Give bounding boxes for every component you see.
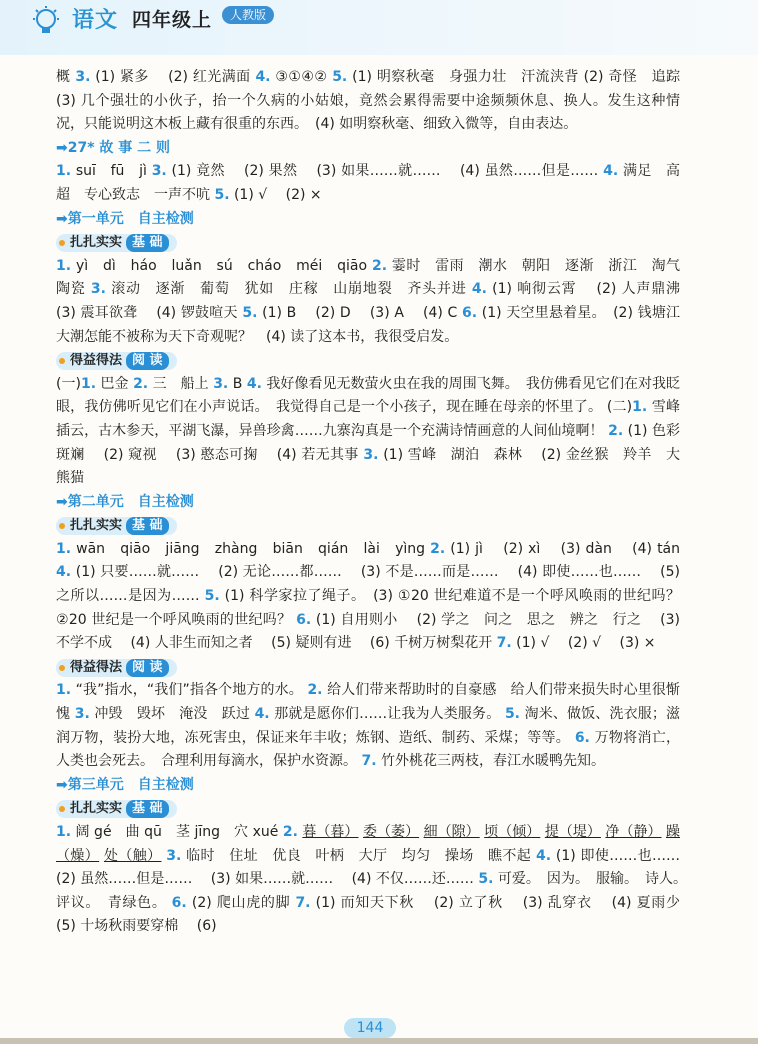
unit-1-heading bbox=[56, 208, 680, 232]
section-title: 第三单元 自主检测 bbox=[67, 776, 194, 793]
item-num: 4. bbox=[471, 281, 487, 298]
item-num: 6. bbox=[296, 611, 312, 628]
item-num: 4. bbox=[254, 706, 270, 723]
text: 概 bbox=[56, 69, 71, 85]
item-num: 5. bbox=[242, 304, 258, 321]
answer-text: 巴金 bbox=[100, 375, 129, 392]
item-num: 7. bbox=[361, 753, 377, 770]
reading-tag bbox=[56, 659, 177, 677]
part-label: (一) bbox=[56, 375, 81, 392]
answer-text: 三 船上 bbox=[152, 375, 209, 392]
answer-text: 净（静） bbox=[605, 824, 662, 840]
item-num: 4. bbox=[56, 564, 72, 581]
dot-icon bbox=[59, 240, 65, 246]
unit-3-basics-answers bbox=[56, 821, 699, 939]
item-num: 3. bbox=[213, 375, 229, 392]
item-num: 1. bbox=[56, 163, 72, 180]
answer-text: 霎时 雷雨 潮水 朝阳 逐渐 浙江 淘气 陶瓷 bbox=[56, 257, 695, 298]
answer-text: suī fū jì bbox=[75, 163, 147, 180]
item-num: 3. bbox=[75, 69, 91, 85]
tag-pill: 阅 读 bbox=[126, 352, 169, 370]
answer-text: 滚动 逐渐 葡萄 犹如 庄稼 山崩地裂 齐头并进 bbox=[111, 281, 467, 298]
unit-2-reading-answers bbox=[56, 679, 680, 773]
answer-text: 躁（燥） bbox=[56, 824, 681, 864]
answer-text: 冲毁 毁坏 淹没 跃过 bbox=[94, 706, 250, 723]
tag-pill: 基 础 bbox=[126, 800, 169, 818]
item-num: 2. bbox=[430, 540, 446, 557]
lightbulb-icon bbox=[30, 5, 62, 37]
basics-tag bbox=[56, 234, 177, 252]
answer-text: (1) B (2) D (3) A (4) C bbox=[262, 304, 458, 321]
item-num: 1. bbox=[56, 540, 72, 557]
section-title: 第一单元 自主检测 bbox=[67, 210, 194, 227]
answer-text: 提（堤） bbox=[544, 824, 601, 840]
edition-badge: 人教版 bbox=[222, 6, 274, 24]
section-title: 27* 故 事 二 则 bbox=[67, 139, 171, 156]
item-num: 3. bbox=[166, 847, 182, 864]
answer-content bbox=[56, 66, 699, 939]
part-label: (二) bbox=[606, 399, 633, 416]
answer-text: wān qiāo jiāng zhàng biān qián lài yìng bbox=[76, 540, 426, 557]
item-num: 5. bbox=[204, 588, 220, 605]
answer-text: (2) 爬山虎的脚 bbox=[191, 894, 291, 911]
answer-text: 可爱。 因为。 服输。 诗人。 评议。 青绿色。 bbox=[56, 871, 695, 911]
dot-icon bbox=[59, 358, 65, 364]
answer-text: 满足 高超 专心致志 一声不吭 bbox=[56, 163, 681, 203]
answer-text: 暮（暮） bbox=[302, 824, 359, 840]
answer-text: 那就是愿你们……让我为人类服务。 bbox=[274, 706, 501, 723]
answer-text: (1) jì (2) xì (3) dàn (4) tán bbox=[450, 540, 681, 557]
answer-text: 阔 gé 曲 qū 茎 jīng 穴 xué bbox=[75, 824, 279, 840]
answer-text: (1) 紧多 (2) 红光满面 bbox=[95, 69, 251, 85]
item-num: 7. bbox=[496, 635, 512, 652]
answer-text: (1) 竟然 (2) 果然 (3) 如果……就…… (4) 虽然……但是…… bbox=[171, 163, 599, 180]
unit-2-basics-answers bbox=[56, 538, 694, 656]
answer-text: 临时 住址 优良 叶柄 大厅 均匀 操场 瞧不起 bbox=[186, 847, 532, 864]
answer-text: (1) 只要……就…… (2) 无论……都…… (3) 不是……而是…… (4) 即使……也…… (5) 之所以……是因为…… bbox=[56, 564, 680, 605]
item-num: 5. bbox=[504, 706, 520, 723]
item-num: 2. bbox=[371, 257, 388, 274]
answer-text: 委（萎） bbox=[362, 824, 420, 840]
item-num: 6. bbox=[171, 894, 187, 911]
answer-text: ③①④② bbox=[275, 69, 328, 85]
tag-label: 扎扎实实 bbox=[70, 801, 123, 817]
answer-text: (1) 雪峰 湖泊 森林 (2) 金丝猴 羚羊 大熊猫 bbox=[56, 446, 681, 487]
answer-text: 顷（倾） bbox=[484, 824, 541, 840]
arrow-icon: ➡ bbox=[56, 776, 68, 793]
reading-tag bbox=[56, 352, 177, 370]
arrow-icon: ➡ bbox=[56, 139, 68, 156]
item-num: 1. bbox=[56, 824, 72, 840]
grade-title: 四年级上 bbox=[132, 9, 213, 31]
item-num: 1. bbox=[56, 257, 72, 274]
item-num: 3. bbox=[74, 706, 90, 723]
item-num: 1. bbox=[632, 399, 648, 416]
answer-text: yì dì háo luǎn sú cháo méi qiāo bbox=[75, 257, 368, 274]
tag-pill: 基 础 bbox=[126, 517, 169, 535]
answer-text: (1) √ (2) √ (3) × bbox=[516, 635, 656, 652]
dot-icon bbox=[59, 665, 65, 671]
answer-text: 雪峰插云，古木参天，平湖飞瀑，异兽珍禽……九寨沟真是一个充满诗情画意的人间仙境啊！ bbox=[56, 399, 680, 439]
answer-text: (1) √ (2) × bbox=[233, 186, 322, 203]
answer-text: 淘米、做饭、洗衣服；滋润万物，装扮大地，冻死害虫，保证来年丰收；炼钢、造纸、制药、采煤；等等。 bbox=[56, 706, 681, 746]
answer-text: (1) 天空里悬着星。 (2) 钱塘江大潮怎能不被称为天下奇观呢？ (4) 读了这本书，我很受启发。 bbox=[56, 304, 681, 345]
answer-text: (1) 色彩斑斓 (2) 窥视 (3) 憨态可掬 (4) 若无其事 bbox=[56, 422, 681, 463]
item-num: 5. bbox=[214, 186, 230, 203]
basics-tag bbox=[56, 517, 177, 535]
unit-2-heading bbox=[56, 491, 680, 515]
footer-line bbox=[0, 1038, 758, 1044]
item-num: 5. bbox=[332, 69, 348, 85]
item-num: 5. bbox=[478, 871, 494, 888]
unit-1-reading-answers bbox=[56, 373, 680, 491]
subject-title: 语文 bbox=[72, 8, 119, 33]
answer-text: 細（隙） bbox=[423, 824, 480, 840]
item-num: 4. bbox=[603, 163, 619, 180]
answer-text: (1) 即使……也…… (2) 虽然……但是…… (3) 如果……就…… (4) 不仅……还…… bbox=[56, 847, 699, 888]
arrow-icon: ➡ bbox=[56, 493, 68, 510]
answer-text: (1) 明察秋毫 身强力壮 汗流浃背 (2) 奇怪 追踪 (3) 几个强壮的小伙子，抬一个久病的小姑娘，竟然会累得需要中途频频休息、换人。发生这种情况，只能说明这木板上藏有很重的东西。 (4) 如明察秋毫、细致入微等，自由表达。 bbox=[56, 69, 699, 133]
arrow-icon: ➡ bbox=[56, 210, 68, 227]
item-num: 3. bbox=[151, 163, 167, 180]
lesson-27-heading bbox=[56, 137, 680, 161]
answer-text: (1) 自用则小 (2) 学之 问之 思之 辨之 行之 (3) 不学不成 (4) 人非生而知之者 (5) 疑则有进 (6) 千树万树梨花开 bbox=[56, 611, 680, 652]
tag-label: 扎扎实实 bbox=[70, 235, 123, 251]
item-num: 2. bbox=[133, 375, 149, 392]
basics-tag bbox=[56, 800, 177, 818]
answer-text: 处（触） bbox=[103, 847, 162, 864]
answer-text: (1) 而知天下秋 (2) 立了秋 (3) 乱穿衣 (4) 夏雨少 (5) 十场秋雨要穿棉 (6) bbox=[56, 894, 699, 935]
lesson-26-answers bbox=[56, 66, 699, 137]
item-num: 6. bbox=[574, 729, 590, 746]
tag-pill: 基 础 bbox=[126, 234, 169, 252]
answer-text: 给人们带来帮助时的自豪感 给人们带来损失时心里很惭愧 bbox=[56, 682, 681, 723]
unit-1-basics-answers bbox=[56, 255, 699, 349]
item-num: 4. bbox=[246, 375, 262, 392]
answer-text: (1) 响彻云霄 (2) 人声鼎沸 (3) 震耳欲聋 (4) 锣鼓喧天 bbox=[56, 281, 699, 321]
unit-3-heading bbox=[56, 774, 680, 798]
item-num: 1. bbox=[80, 375, 97, 392]
answer-text: “我”指水，“我们”指各个地方的水。 bbox=[75, 682, 303, 699]
item-num: 2. bbox=[307, 682, 323, 699]
answer-text: (1) 科学家拉了绳子。 (3) ①20 世纪难道不是一个呼风唤雨的世纪吗？ ②20 世纪是一个呼风唤雨的世纪吗？ bbox=[56, 588, 694, 628]
tag-pill: 阅 读 bbox=[126, 659, 169, 677]
lesson-27-answers bbox=[56, 160, 680, 207]
answer-text: B bbox=[232, 375, 243, 392]
item-num: 2. bbox=[608, 422, 624, 439]
answer-text: 竹外桃花三两枝，春江水暖鸭先知。 bbox=[380, 753, 605, 770]
item-num: 2. bbox=[282, 824, 298, 840]
item-num: 3. bbox=[363, 446, 379, 463]
item-num: 3. bbox=[90, 281, 106, 298]
item-num: 4. bbox=[535, 847, 552, 864]
answer-text: 我好像看见无数萤火虫在我的周围飞舞。 我仿佛看见它们在对我眨眼，我仿佛听见它们在小声说话。 我觉得自己是一个小孩子，现在睡在母亲的怀里了。 bbox=[56, 375, 681, 416]
item-num: 1. bbox=[56, 682, 72, 699]
item-num: 6. bbox=[462, 304, 478, 321]
item-num: 7. bbox=[295, 894, 311, 911]
tag-label: 得益得法 bbox=[70, 659, 123, 675]
section-title: 第二单元 自主检测 bbox=[67, 493, 194, 510]
dot-icon bbox=[59, 523, 65, 529]
page-number: 144 bbox=[344, 1018, 396, 1038]
answer-text: 万物将消亡，人类也会死去。 合理利用每滴水，保护水资源。 bbox=[56, 729, 681, 770]
item-num: 4. bbox=[255, 69, 271, 85]
tag-label: 扎扎实实 bbox=[70, 518, 123, 534]
tag-label: 得益得法 bbox=[70, 353, 123, 369]
dot-icon bbox=[59, 806, 65, 812]
